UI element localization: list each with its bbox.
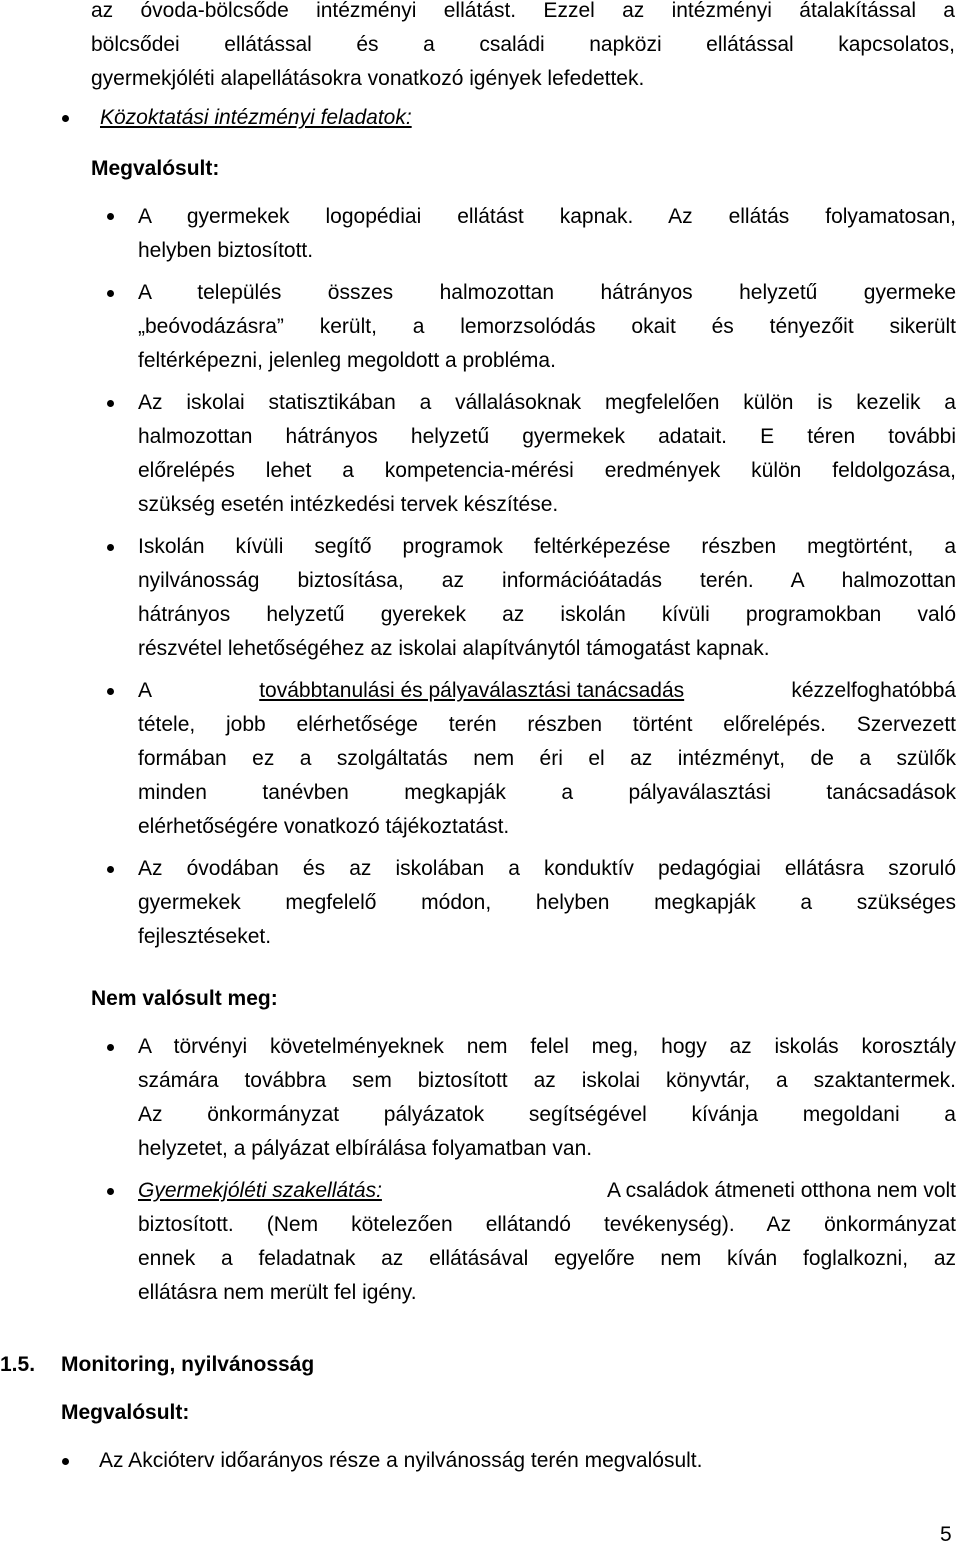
- list-item: [138, 1030, 956, 1166]
- text-line: [138, 1174, 956, 1208]
- page-number: 5: [940, 1523, 952, 1546]
- text-line: formában ez a szolgáltatás nem éri el az intézményt, de a szülők: [138, 747, 956, 770]
- text-line: számára továbbra sem biztosított az iskolai könyvtár, a szaktantermek.: [138, 1069, 956, 1092]
- list-item: [138, 852, 956, 954]
- section-number: 1.5.: [0, 1353, 36, 1376]
- bullet-icon: [62, 1458, 69, 1465]
- text-line: részvétel lehetőségéhez az iskolai alapítványtól támogatást kapnak.: [138, 637, 770, 660]
- list-item: [138, 674, 956, 844]
- text-line: az óvoda-bölcsőde intézményi ellátást. Ezzel az intézményi átalakítással a: [91, 0, 955, 22]
- text-line: [138, 674, 956, 708]
- text-line: halmozottan hátrányos helyzetű gyermekek adatait. E téren további: [138, 425, 956, 448]
- bullet-icon: [107, 213, 114, 220]
- bullet-icon: [62, 115, 69, 122]
- text-line: szükség esetén intézkedési tervek készítése.: [138, 493, 559, 516]
- text-line: gyermekek megfelelő módon, helyben megkapják a szükséges: [138, 891, 956, 914]
- realized-label: Megvalósult:: [91, 157, 220, 180]
- bullet-icon: [107, 688, 114, 695]
- list-item: [138, 530, 956, 666]
- text-line: A törvényi követelményeknek nem felel meg, hogy az iskolás korosztály: [138, 1035, 956, 1058]
- list-item: [138, 200, 956, 268]
- text-line: „beóvodázásra” került, a lemorzsolódás okait és tényezőit sikerült: [138, 315, 956, 338]
- text-fragment: A családok átmeneti otthona nem volt: [606, 1179, 956, 1202]
- list-item: [138, 276, 956, 378]
- list-item: Az Akcióterv időarányos része a nyilvánosság terén megvalósult.: [99, 1449, 703, 1472]
- text-line: helyben biztosított.: [138, 239, 314, 262]
- link-text[interactable]: Gyermekjóléti szakellátás:: [138, 1179, 382, 1202]
- not-realized-label: Nem valósult meg:: [91, 987, 278, 1010]
- text-fragment: kézzelfoghatóbbá: [791, 679, 956, 702]
- bullet-icon: [107, 1044, 114, 1051]
- bullet-icon: [107, 866, 114, 873]
- section-title-kozoktatasi: [100, 101, 600, 135]
- text-line: Az iskolai statisztikában a vállalásoknak megfelelően külön is kezelik a: [138, 391, 956, 414]
- text-line: hátrányos helyzetű gyerekek az iskolán kívüli programokban való: [138, 603, 956, 626]
- text-line: biztosított. (Nem kötelezően ellátandó tevékenység). Az önkormányzat: [138, 1213, 956, 1236]
- text-line: ellátásra nem merült fel igény.: [138, 1281, 417, 1304]
- list-item: [138, 1174, 956, 1310]
- section-title: Monitoring, nyilvánosság: [61, 1353, 315, 1376]
- text-line: fejlesztéseket.: [138, 925, 272, 948]
- text-line: feltérképezni, jelenleg megoldott a probléma.: [138, 349, 556, 372]
- text-fragment: A: [138, 679, 153, 702]
- text-line: A település összes halmozottan hátrányos helyzetű gyermeke: [138, 281, 956, 304]
- text-line: minden tanévben megkapják a pályaválasztási tanácsadások: [138, 781, 956, 804]
- intro-paragraph: [91, 0, 955, 96]
- bullet-icon: [107, 400, 114, 407]
- bullet-icon: [107, 544, 114, 551]
- list-item: [138, 386, 956, 522]
- text-line: gyermekjóléti alapellátásokra vonatkozó igények lefedettek.: [91, 67, 645, 90]
- text-line: nyilvánosság biztosítása, az információátadás terén. A halmozottan: [138, 569, 956, 592]
- underlined-phrase: továbbtanulási és pályaválasztási tanácsadás: [259, 679, 685, 702]
- text-line: Az óvodában és az iskolában a konduktív pedagógiai ellátásra szoruló: [138, 857, 956, 880]
- text-line: A gyermekek logopédiai ellátást kapnak. Az ellátás folyamatosan,: [138, 205, 956, 228]
- text-line: helyzetet, a pályázat elbírálása folyamatban van.: [138, 1137, 593, 1160]
- bullet-icon: [107, 1188, 114, 1195]
- section-title: Közoktatási intézményi feladatok:: [100, 106, 412, 129]
- text-line: tétele, jobb elérhetősége terén részben történt előrelépés. Szervezett: [138, 713, 956, 736]
- text-line: Iskolán kívüli segítő programok feltérképezése részben megtörtént, a: [138, 535, 956, 558]
- text-line: Az önkormányzat pályázatok segítségével kívánja megoldani a: [138, 1103, 956, 1126]
- text-line: bölcsődei ellátással és a családi napközi ellátással kapcsolatos,: [91, 33, 955, 56]
- text-line: előrelépés lehet a kompetencia-mérési eredmények külön feldolgozása,: [138, 459, 956, 482]
- realized-label: Megvalósult:: [61, 1401, 190, 1424]
- text-line: ennek a feladatnak az ellátásával egyelőre nem kíván foglalkozni, az: [138, 1247, 956, 1270]
- text-line: elérhetőségére vonatkozó tájékoztatást.: [138, 815, 510, 838]
- bullet-icon: [107, 290, 114, 297]
